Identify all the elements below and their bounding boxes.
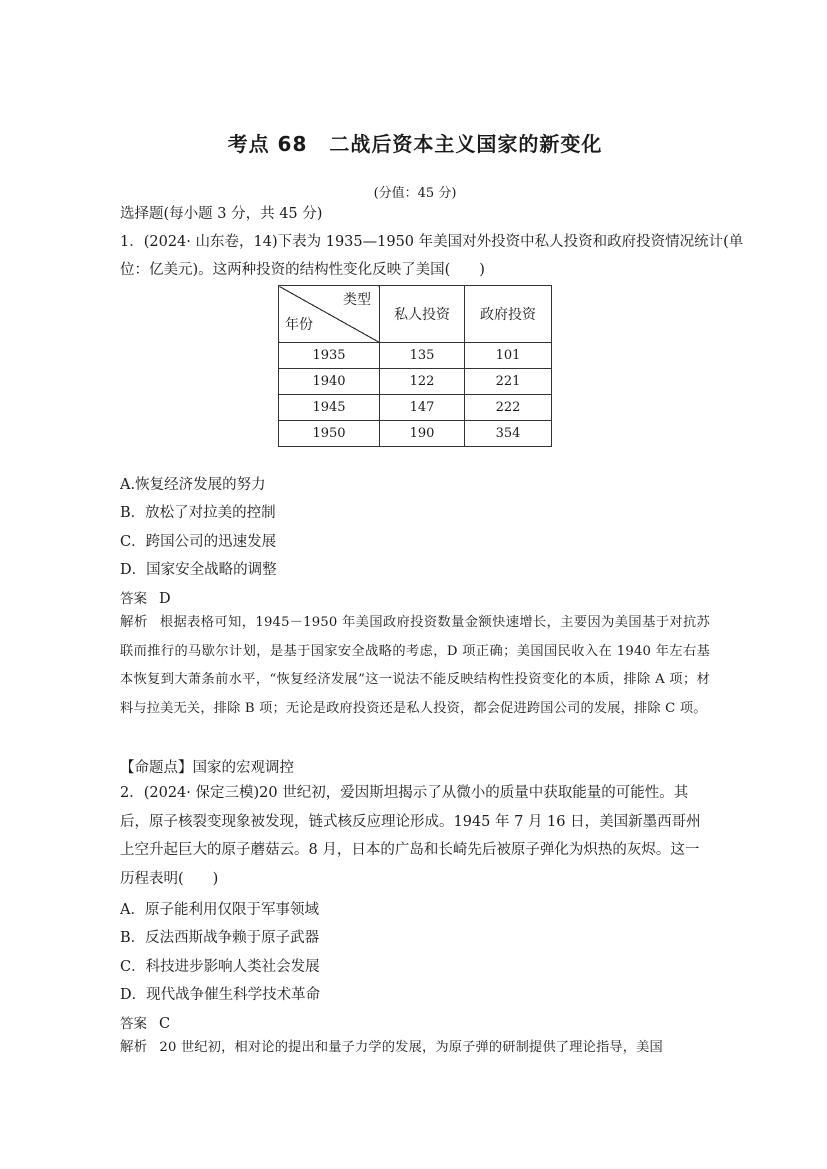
explanation-text: 20 世纪初，相对论的提出和量子力学的发展，为原子弹的研制提供了理论指导，美国 [159, 1040, 663, 1055]
cell-private: 147 [380, 395, 465, 421]
q2-option-b: B．反法西斯战争赖于原子武器 [120, 930, 320, 946]
cell-private: 135 [380, 343, 465, 369]
explanation-text: 根据表格可知，1945－1950 年美国政府投资数量金额快速增长，主要因为美国基于对抗苏联而推行的马歇尔计划，是基于国家安全战略的考虑，D 项正确；美国国民收入在 1940 年左右基本恢复到大萧条前水平，“恢复经济发展”这一说法不能反映结构性投资变化的本质，排除 A 项；材料与拉美无关，排除 B 项；无论是政府投资还是私人投资，都会促进跨国公司的发展，排除 C 项。 [120, 615, 710, 716]
header-government-investment: 政府投资 [465, 286, 552, 343]
corner-label-year: 年份 [285, 317, 313, 333]
explanation-label: 解析 [120, 614, 148, 630]
corner-label-type: 类型 [343, 292, 371, 308]
q2-explanation [120, 1033, 710, 1063]
q1-stem-line1: 1．(2024· 山东卷，14)下表为 1935—1950 年美国对外投资中私人投资和政府投资情况统计(单 [120, 234, 744, 250]
table-corner-cell [279, 286, 380, 343]
q2-option-a: A．原子能利用仅限于军事领域 [120, 902, 319, 918]
table-row [279, 421, 552, 447]
q1-option-d: D．国家安全战略的调整 [120, 562, 277, 578]
cell-year: 1940 [279, 369, 380, 395]
proposition-text: 国家的宏观调控 [192, 760, 294, 776]
title-topic-name: 二战后资本主义国家的新变化 [329, 132, 603, 156]
q1-answer [120, 587, 171, 607]
q2-option-c: C．科技进步影响人类社会发展 [120, 959, 320, 975]
header-private-investment: 私人投资 [380, 286, 465, 343]
cell-year: 1935 [279, 343, 380, 369]
table-header-row [279, 286, 552, 343]
q1-stem-line2: 位：亿美元)。这两种投资的结构性变化反映了美国( ) [120, 262, 485, 278]
investment-table [278, 285, 552, 447]
cell-government: 101 [465, 343, 552, 369]
cell-year: 1950 [279, 421, 380, 447]
title-topic-number: 考点 68 [227, 132, 308, 156]
cell-government: 221 [465, 369, 552, 395]
answer-label: 答案 [120, 1016, 147, 1032]
answer-value: D [159, 591, 171, 607]
q2-option-d: D．现代战争催生科学技术革命 [120, 987, 321, 1003]
cell-government: 222 [465, 395, 552, 421]
q1-option-a: A.恢复经济发展的努力 [120, 477, 266, 493]
proposition-tag: 【命题点】 [120, 760, 193, 776]
table-row [279, 369, 552, 395]
answer-value: C [159, 1016, 171, 1032]
score-note: (分值：45 分) [373, 186, 457, 201]
q2-answer [120, 1012, 170, 1032]
cell-government: 354 [465, 421, 552, 447]
answer-label: 答案 [120, 591, 147, 607]
table-row [279, 395, 552, 421]
page-title [120, 128, 710, 157]
cell-private: 122 [380, 369, 465, 395]
table-row [279, 343, 552, 369]
q1-option-c: C．跨国公司的迅速发展 [120, 534, 277, 550]
q1-option-b: B．放松了对拉美的控制 [120, 505, 276, 521]
cell-year: 1945 [279, 395, 380, 421]
section-header: 选择题(每小题 3 分，共 45 分) [120, 206, 323, 222]
q1-proposition [120, 756, 294, 777]
q2-stem: 2．(2024· 保定三模)20 世纪初，爱因斯坦揭示了从微小的质量中获取能量的可能性。其后，原子核裂变现象被发现，链式核反应理论形成。1945 年 7 月 16 日，美国新墨西哥州上空升起巨大的原子蘑菇云。8 月，日本的广岛和长崎先后被原子弹化为炽热的灰烬。这一历程表明( ) [120, 785, 701, 887]
cell-private: 190 [380, 421, 465, 447]
explanation-label: 解析 [120, 1039, 148, 1055]
q1-explanation [120, 608, 710, 723]
